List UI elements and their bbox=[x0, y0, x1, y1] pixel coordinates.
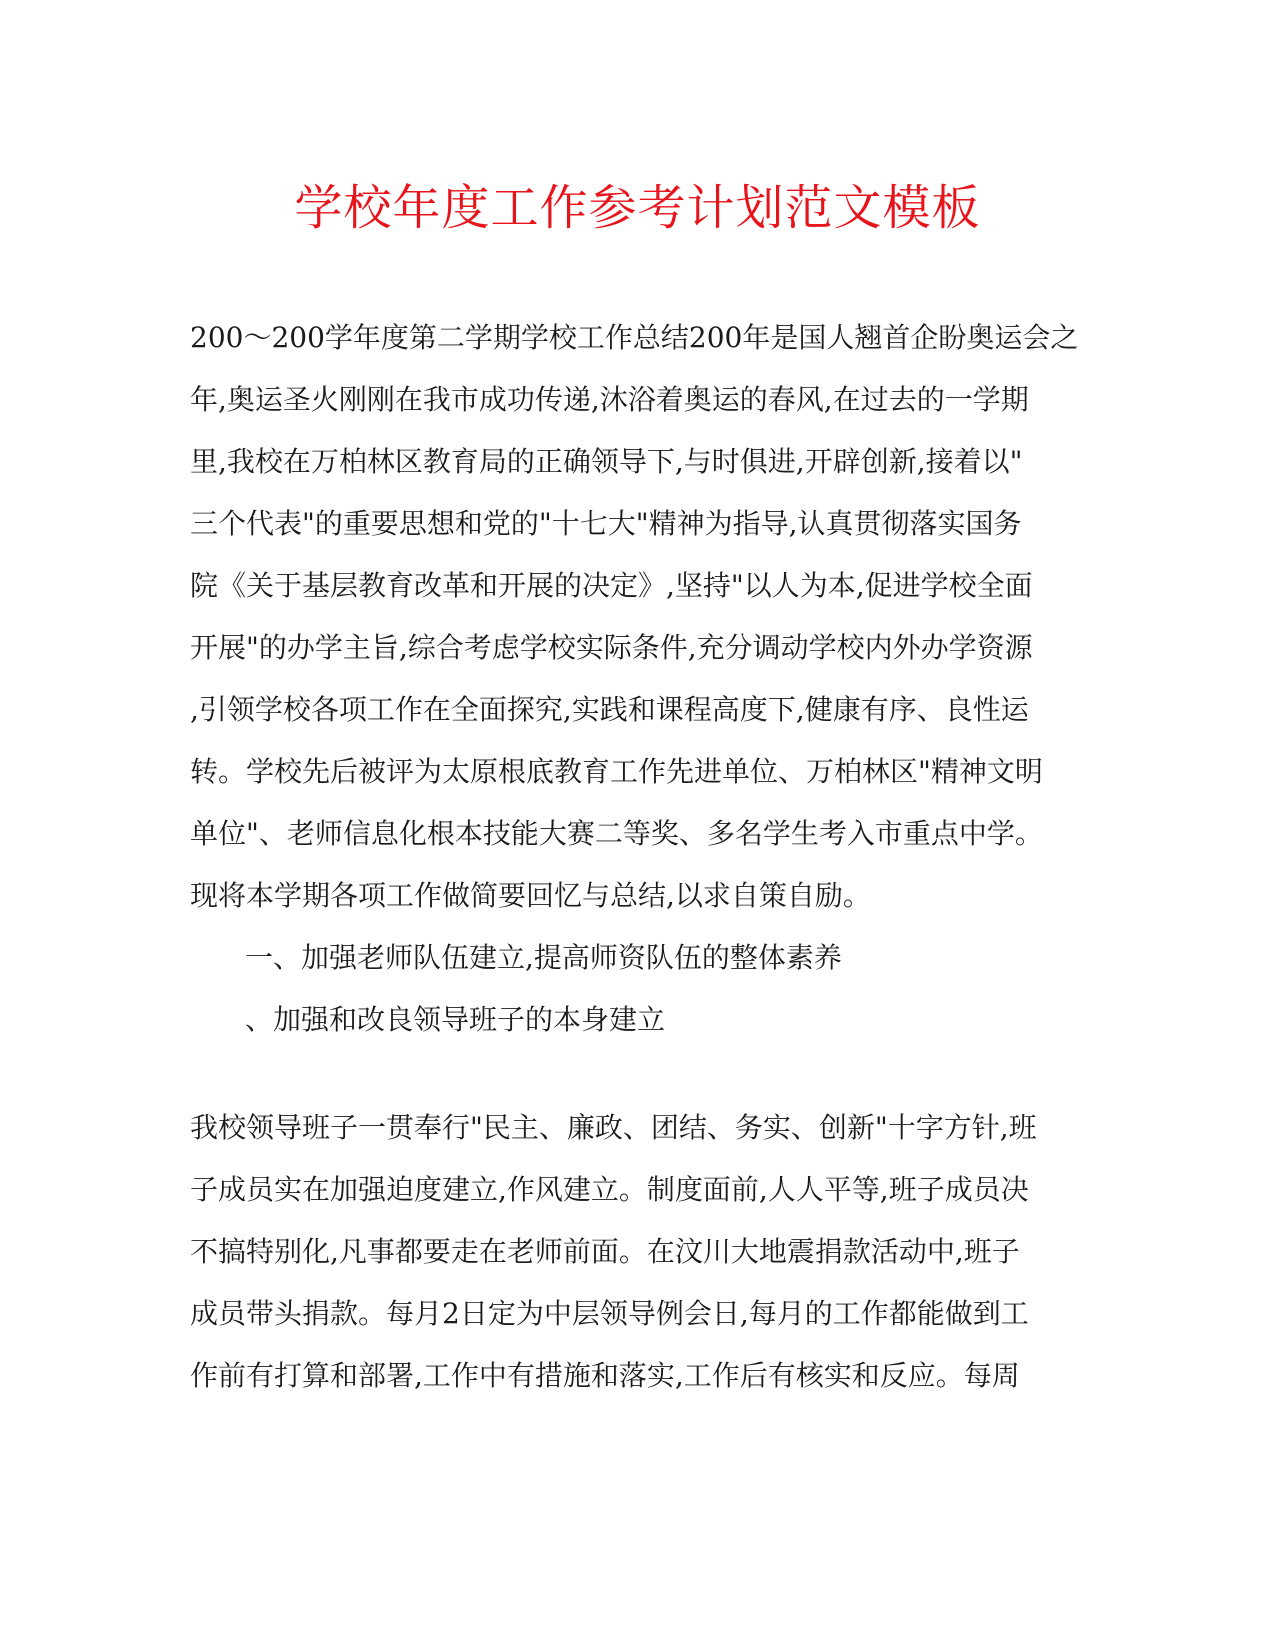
paragraph1-line-10: 现将本学期各项工作做简要回忆与总结,以求自策自励。 bbox=[190, 879, 871, 912]
paragraph1-line-5: 院《关于基层教育改革和开展的决定》,坚持"以人为本,促进学校全面 bbox=[190, 569, 1033, 602]
paragraph1-line-6: 开展"的办学主旨,综合考虑学校实际条件,充分调动学校内外办学资源 bbox=[190, 631, 1033, 664]
paragraph1-line-4: 三个代表"的重要思想和党的"十七大"精神为指导,认真贯彻落实国务 bbox=[190, 507, 1022, 540]
paragraph1-line-1: 200～200学年度第二学期学校工作总结200年是国人翘首企盼奥运会之 bbox=[190, 321, 1079, 354]
paragraph2-line-5: 作前有打算和部署,工作中有措施和落实,工作后有核实和反应。每周 bbox=[190, 1359, 1020, 1392]
paragraph2-line-3: 不搞特别化,凡事都要走在老师前面。在汶川大地震捐款活动中,班子 bbox=[190, 1235, 1020, 1268]
paragraph1-line-2: 年,奥运圣火刚刚在我市成功传递,沐浴着奥运的春风,在过去的一学期 bbox=[190, 383, 1029, 416]
paragraph2-line-2: 子成员实在加强迫度建立,作风建立。制度面前,人人平等,班子成员决 bbox=[190, 1173, 1029, 1206]
paragraph1-line-7: ,引领学校各项工作在全面探究,实践和课程高度下,健康有序、良性运 bbox=[190, 693, 1029, 726]
paragraph2-line-4: 成员带头捐款。每月2日定为中层领导例会日,每月的工作都能做到工 bbox=[190, 1297, 1029, 1330]
document-title: 学校年度工作参考计划范文模板 bbox=[294, 180, 981, 236]
section-heading-1: 一、加强老师队伍建立,提高师资队伍的整体素养 bbox=[245, 941, 842, 974]
paragraph1-line-3: 里,我校在万柏林区教育局的正确领导下,与时俱进,开辟创新,接着以" bbox=[190, 445, 1023, 478]
paragraph2-line-1: 我校领导班子一贯奉行"民主、廉政、团结、务实、创新"十字方针,班 bbox=[190, 1111, 1037, 1144]
section-heading-2: 、加强和改良领导班子的本身建立 bbox=[245, 1003, 666, 1036]
paragraph1-line-8: 转。学校先后被评为太原根底教育工作先进单位、万柏林区"精神文明 bbox=[190, 755, 1043, 788]
paragraph1-line-9: 单位"、老师信息化根本技能大赛二等奖、多名学生考入市重点中学。 bbox=[190, 817, 1043, 850]
